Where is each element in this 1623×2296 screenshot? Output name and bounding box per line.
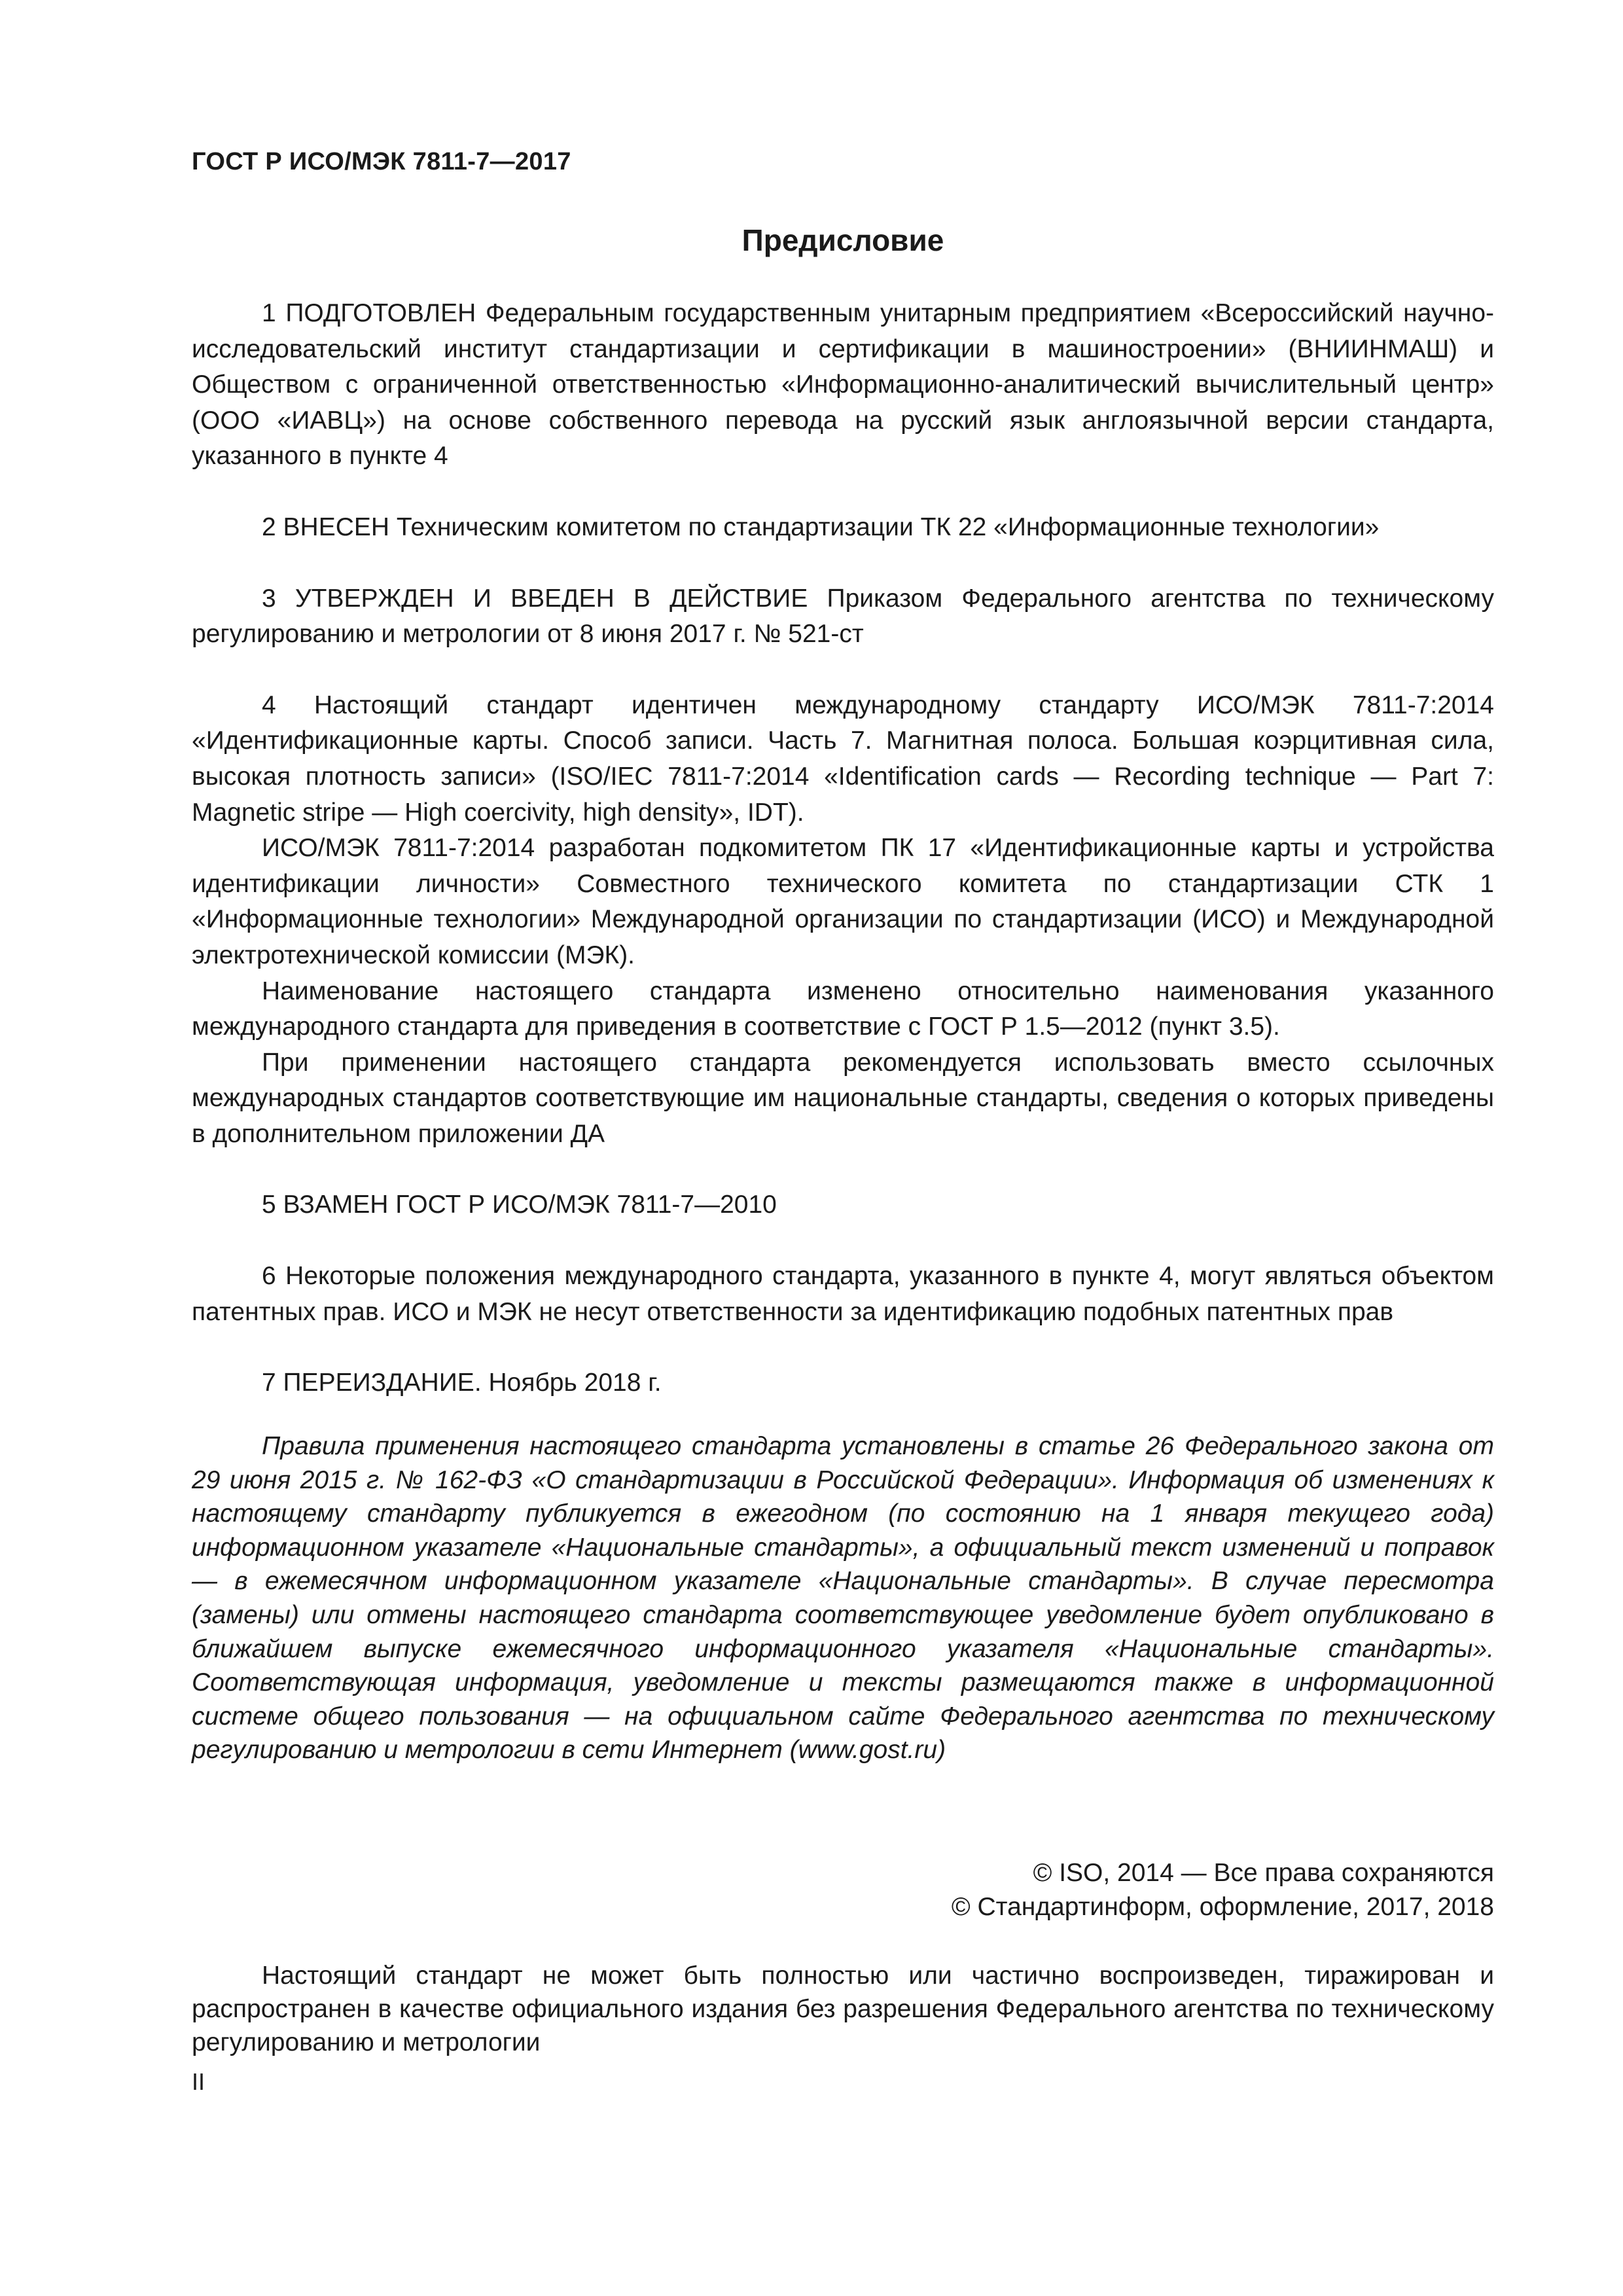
reproduction-notice: [192, 1959, 1494, 2059]
paragraph-7: 7 ПЕРЕИЗДАНИЕ. Ноябрь 2018 г.: [262, 1369, 662, 1397]
paragraph-4: 4 Настоящий стандарт идентичен международному стандарту ИСО/МЭК 7811-7:2014 «Идентификационные карты. Способ записи. Часть 7. Магнитная полоса. Большая коэрцитивная сила, высокая плотность записи» (ISO/IEC 7811-7:2014 «Identification cards — Recording technique — Part 7: Magnetic stripe — High coercivity, high density», IDT).: [192, 691, 1494, 827]
copyright-block: [952, 1856, 1494, 1924]
reproduction-notice-text: Настоящий стандарт не может быть полностью или частично воспроизведен, тиражирован и распространен в качестве официального издания без разрешения Федерального агентства по техническому регулированию и метрологии: [192, 1962, 1494, 2056]
paragraph-2: 2 ВНЕСЕН Техническим комитетом по стандартизации ТК 22 «Информационные технологии»: [262, 512, 1380, 541]
paragraph-5: 5 ВЗАМЕН ГОСТ Р ИСО/МЭК 7811-7—2010: [262, 1191, 777, 1219]
paragraph-3: 3 УТВЕРЖДЕН И ВВЕДЕН В ДЕЙСТВИЕ Приказом Федерального агентства по техническому регулированию и метрологии от 8 июня 2017 г. № 521-ст: [192, 584, 1494, 649]
document-page: [192, 0, 1494, 2296]
page-number: II: [192, 2068, 205, 2095]
paragraph-6: 6 Некоторые положения международного стандарта, указанного в пункте 4, могут являться объектом патентных прав. ИСО и МЭК не несут ответственности за идентификацию подобных патентных прав: [192, 1262, 1494, 1326]
rules-notice: [192, 1429, 1494, 1767]
paragraph-4-development: ИСО/МЭК 7811-7:2014 разработан подкомитетом ПК 17 «Идентификационные карты и устройства идентификации личности» Совместного технического комитета по стандартизации СТК 1 «Информационные технологии» Международной организации по стандартизации (ИСО) и Международной электротехнической комиссии (МЭК).: [192, 834, 1494, 969]
paragraph-4-title-change: Наименование настоящего стандарта изменено относительно наименования указанного международного стандарта для приведения в соответствие с ГОСТ Р 1.5—2012 (пункт 3.5).: [192, 977, 1494, 1041]
copyright-standartinform: © Стандартинформ, оформление, 2017, 2018: [951, 1893, 1494, 1921]
foreword-body: [192, 296, 1494, 1401]
rules-notice-text: Правила применения настоящего стандарта установлены в статье 26 Федерального закона от 29 июня 2015 г. № 162-ФЗ «О стандартизации в Российской Федерации». Информация об изменениях к настоящему стандарту публикуется в ежегодном (по состоянию на 1 января текущего года) информационном указателе «Национальные стандарты», а официальный текст изменений и поправок — в ежемесячном информационном указателе «Национальные стандарты». В случае пересмотра (замены) или отмены настоящего стандарта соответствующее уведомление будет опубликовано в ближайшем выпуске ежемесячного информационного указателя «Национальные стандарты». Соответствующая информация, уведомление и тексты размещаются также в информационной системе общего пользования — на официальном сайте Федерального агентства по техническому регулированию и метрологии в сети Интернет (www.gost.ru): [192, 1432, 1494, 1765]
document-id-header: ГОСТ Р ИСО/МЭК 7811-7—2017: [192, 148, 571, 175]
paragraph-1: 1 ПОДГОТОВЛЕН Федеральным государственным унитарным предприятием «Всероссийский научно-исследовательский институт стандартизации и сертификации в машиностроении» (ВНИИНМАШ) и Обществом с ограниченной ответственностью «Информационно-аналитический вычислительный центр» (ООО «ИАВЦ») на основе собственного перевода на русский язык англоязычной версии стандарта, указанного в пункте 4: [192, 299, 1494, 471]
page-title: Предисловие: [741, 223, 944, 257]
copyright-iso: © ISO, 2014 — Все права сохраняются: [1033, 1859, 1494, 1887]
paragraph-4-application: При применении настоящего стандарта рекомендуется использовать вместо ссылочных международных стандартов соответствующие им национальные стандарты, сведения о которых приведены в дополнительном приложении ДА: [192, 1048, 1494, 1148]
